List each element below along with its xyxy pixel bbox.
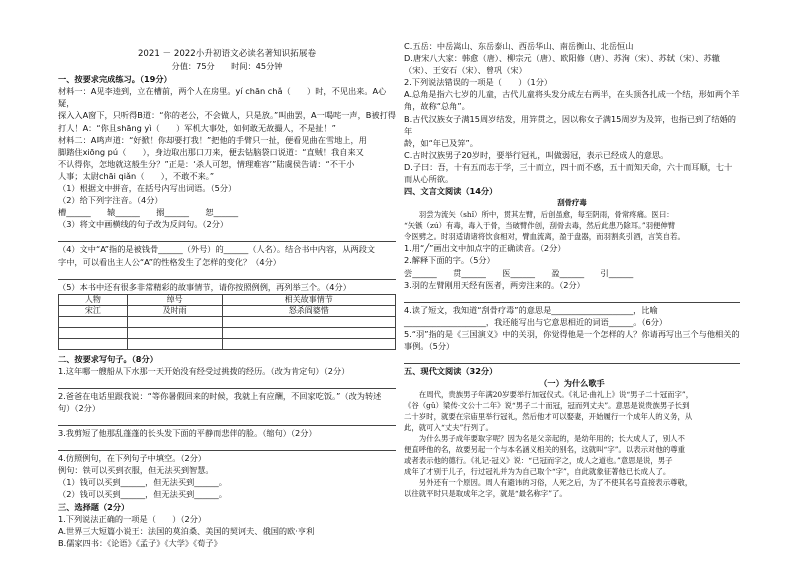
answer-line[interactable] [58,230,396,242]
material-1-line: 探入入A窗下，只听得B道：“你的老公，不会做人，只是放。”叫曲罢，A一喝咤一声，B被打得 [58,110,396,121]
page-title: 2021 － 2022小升初语文必读名著知识拓展卷 [137,49,317,59]
fill-blank-1[interactable]: （1）钱可以买到______，但无法买到______。 [58,477,227,488]
choice-option-d-cont: （宋）、王安石（宋）、曾巩（宋） [404,65,527,76]
article-title: （一）为什么歌手 [539,378,605,389]
choice-2-option-d-cont: 而从心所欲。 [404,174,454,185]
table-cell[interactable] [222,316,395,327]
table-cell[interactable] [127,327,222,338]
choice-2-option-b-cont: 龄，如“年已及笄”。 [404,137,478,148]
article-line: 或者表示他的德行。《礼记·冠义》说：“已冠而字之，成人之道也。”意思是说，男子 [404,456,673,466]
article-line: 在周代，贵族男子年满20岁要举行加冠仪式。《礼记·曲礼上》说“男子二十冠而字”， [418,390,694,400]
answer-line[interactable] [404,352,740,364]
reading-question-1: 1.用“╱”画出文中加点字的正确读音。（2分） [404,243,566,254]
passage-line: 羽尝为流矢（shǐ）所中，贯其左臂，后创虽愈，每至阴雨，骨常疼痛。医曰： [418,210,674,220]
reading-question-3: 3.羽的左臂刚用天经有医者，两旁注来的。（2分） [404,279,585,290]
table-row[interactable] [59,327,396,338]
sentence-question-2: 2.爸爸在电话里跟我说：“等你暑假回来的时候，我就上有应酬，不回家吃饭。”（改为转述 [58,390,382,401]
sentence-question-1: 1.这年哪一艘船从下水那一天开始没有经受过挑拨的经历。（改为肯定句）（2分） [58,365,350,376]
reading-question-5-cont: 事例。（5分） [404,340,455,351]
material-1-line: 材料一：A见李逵到，立在槽前，两个人在房里。yí chān chǎ（ ）时，不见出来。A心疑， [58,86,387,109]
sentence-question-3: 3.我剪短了他那乱蓬蓬的长头发下面的平静而悲伴的脸。（缩句）（2分） [58,428,317,439]
reading-question-4: 4.读了短文，我知道“刮骨疗毒”的意思是____________________，比喻 [404,304,658,315]
table-header-cell: 绰号 [127,294,222,305]
sentence-question-2-cont: 句）（2分） [58,402,101,413]
table-header-row [59,294,396,305]
article-line: 二十岁时，就要在宗庙里举行冠礼，然后他才可以娶妻，开始履行一个成年人的义务，从 [404,412,693,422]
fill-blank-2[interactable]: （2）钱可以买到______，但无法买到______。 [58,489,227,500]
section-5-heading: 五、现代文阅读（32分） [404,366,498,377]
table-cell[interactable] [127,316,222,327]
answer-line[interactable] [58,377,396,389]
choice-2-option-a[interactable]: A.总角是指六七岁的儿童，古代儿童将头发分成左右两半，在头顶各扎成一个结，形如两个羊 [404,89,740,100]
article-line: 以往就平时只是取成年之字，就是“最名称字”了。 [404,489,567,499]
article-line: 此，就可入“丈夫”行列了。 [404,423,493,433]
passage-line: 令医劈之。时羽适请诸将饮食相对，臂血流离，盈于盘器，而羽割炙引酒，言笑自若。 [404,232,685,242]
question-1-4: （4）文中“A”指的是被钱骨______（外号）的______（人名）。结合书中内容，从两段文 [58,244,376,255]
choice-option-c[interactable]: C.五岳：中岳嵩山、东岳泰山、西岳华山、南岳衡山、北岳恒山 [404,41,634,51]
answer-line[interactable] [58,439,396,451]
table-cell: 怒杀阎婆惜 [222,305,395,316]
article-line: 成年了才别于儿子，行过冠礼并为为自己取个“字”，自此就象征著他已长成人了。 [404,467,671,477]
left-column [58,40,396,549]
question-1-5: （5）本书中还有很多非常精彩的故事情节，请你按照例例，再列举三个。（4分） [58,281,351,292]
question-1-3: （3）将文中画横线的句子改为反问句。（2分） [58,219,229,230]
table-row [59,305,396,316]
right-column [404,40,740,499]
material-2-line: 不认得你，怎地就这般生分？”正是：‘杀人可恕，情理难容’”陆虞侯告请：“不干小 [58,158,355,169]
table-cell[interactable] [127,338,222,349]
section-3-heading: 三、选择题（2分） [58,501,130,512]
material-2-line: 脚踏住xiōng pú（ ），身边取出那口刀来，便去钻脑袋口说道：“直贼！我自来又 [58,146,364,157]
question-1-4-cont: 字中，可以看出主人公“A”的性格发生了怎样的变化？（4分） [58,256,281,267]
answer-line[interactable] [404,291,740,303]
article-line: 为什么男子成年要取字呢？因为名是父亲起的，是幼年用的；长大成人了，别人不 [418,434,685,444]
table-cell: 宋江 [59,305,128,316]
sentence-question-4: 4.仿照例句，在下列句子中填空。（2分） [58,453,207,464]
section-1-heading: 一、按要求完成练习。（19分） [58,74,172,85]
material-2-line: 材料二：A鸣声道：“好掀！你却要打我！”把他的手臂只一扯，便看见曲在雪地上，用 [58,134,367,145]
passage-line: “矢镞（zú）有毒，毒入于骨，当破臂作创，刮骨去毒，然后此患乃除耳。”羽便伸臂 [404,221,676,231]
table-cell[interactable] [59,338,128,349]
section-4-heading: 四、文言文阅读（14分） [404,186,498,197]
choice-question-1: 1.下列说法正确的一项是（ ）（2分） [58,513,207,524]
choice-question-2: 2.下列说法错误的一项是（ ）（1分） [404,77,553,88]
table-cell: 及时雨 [127,305,222,316]
choice-option-a[interactable]: A.世界三大短篇小说王：法国的莫泊桑、美国的契诃夫、俄国的欧·亨利 [58,525,315,536]
question-1-1: （1）根据文中拼音，在括号内写出词语。（5分） [58,183,237,194]
choice-2-option-c[interactable]: C.古时汉族男子20岁时，要举行冠礼，叫做弱冠，表示已经成人的意思。 [404,149,669,160]
table-cell[interactable] [222,327,395,338]
reading-question-4-cont: ____________________，我还能写出与它意思相近的词语______。（6分） [404,316,668,327]
article-line: 《谷（gǔ）梁传·文公十二年》说“男子二十而冠，冠而列丈夫”。意思是说贵族男子长到 [404,401,690,411]
question-1-2: （2）给下列字注音。（4分） [58,195,163,206]
choice-2-option-d[interactable]: D.子曰：吾，十有五而志于学，三十而立，四十而不惑，五十而知天命，六十而耳顺，七十 [404,161,733,172]
choice-2-option-b[interactable]: B.古代汉族女子满15周岁结发，用笄贯之，因以称女子满15周岁为及笄，也指已到了结婚的年 [404,113,736,136]
choice-option-b[interactable]: B.儒家四书：《论语》《孟子》《大学》《荀子》 [58,537,222,548]
material-2-line: 人事；太尉chāi qiǎn（ ），不敢不来。” [58,170,215,181]
choice-option-d[interactable]: D.唐宋八大家：韩愈（唐）、柳宗元（唐）、欧阳修（唐）、苏洵（宋）、苏轼（宋）、苏辙 [404,53,720,64]
pinyin-blanks[interactable]: 槽______ 辕______ 搦______ 恕______ [58,207,239,218]
reading-question-2: 2.解释下面的字。（5分） [404,255,495,266]
table-cell[interactable] [59,327,128,338]
choice-2-option-a-cont: 角，故称“总角”。 [404,101,470,112]
table-header-cell: 相关故事情节 [222,294,395,305]
story-table [58,294,396,350]
table-row[interactable] [59,338,396,349]
table-header-cell: 人物 [59,294,128,305]
answer-line[interactable] [58,268,396,280]
passage-title: 刮骨疗毒 [557,198,587,208]
score-time-line: 分值：75分 时间：45分钟 [171,61,283,72]
material-1-line: 打人！A：“你且shāng yì（ ）军机大事处，如何敢无故撮人，不是扯！” [58,122,336,133]
example-sentence: 例句：铁可以买到衣服，但无法买到智慧。 [58,465,214,476]
reading-question-5: 5.“羽”指的是《三国演义》中的关羽，你觉得他是一个怎样的人？你请再写出三个与他相关的 [404,328,740,339]
section-2-heading: 二、按要求写句子。（8分） [58,353,158,364]
table-cell[interactable] [222,338,395,349]
article-line: 便直呼他的名，故要另起一个与本名涵义相关的别名，这就叫“字”。以表示对他的尊重 [404,445,686,455]
table-cell[interactable] [59,316,128,327]
article-line: 另外还有一个原因。周人有避讳的习俗，人死之后，为了不使其名号直接表示尊敬， [418,478,693,488]
word-blanks[interactable]: 尝______ 贯______ 医______ 盈______ 引______ [404,267,634,278]
table-row[interactable] [59,316,396,327]
answer-line[interactable] [58,414,396,426]
